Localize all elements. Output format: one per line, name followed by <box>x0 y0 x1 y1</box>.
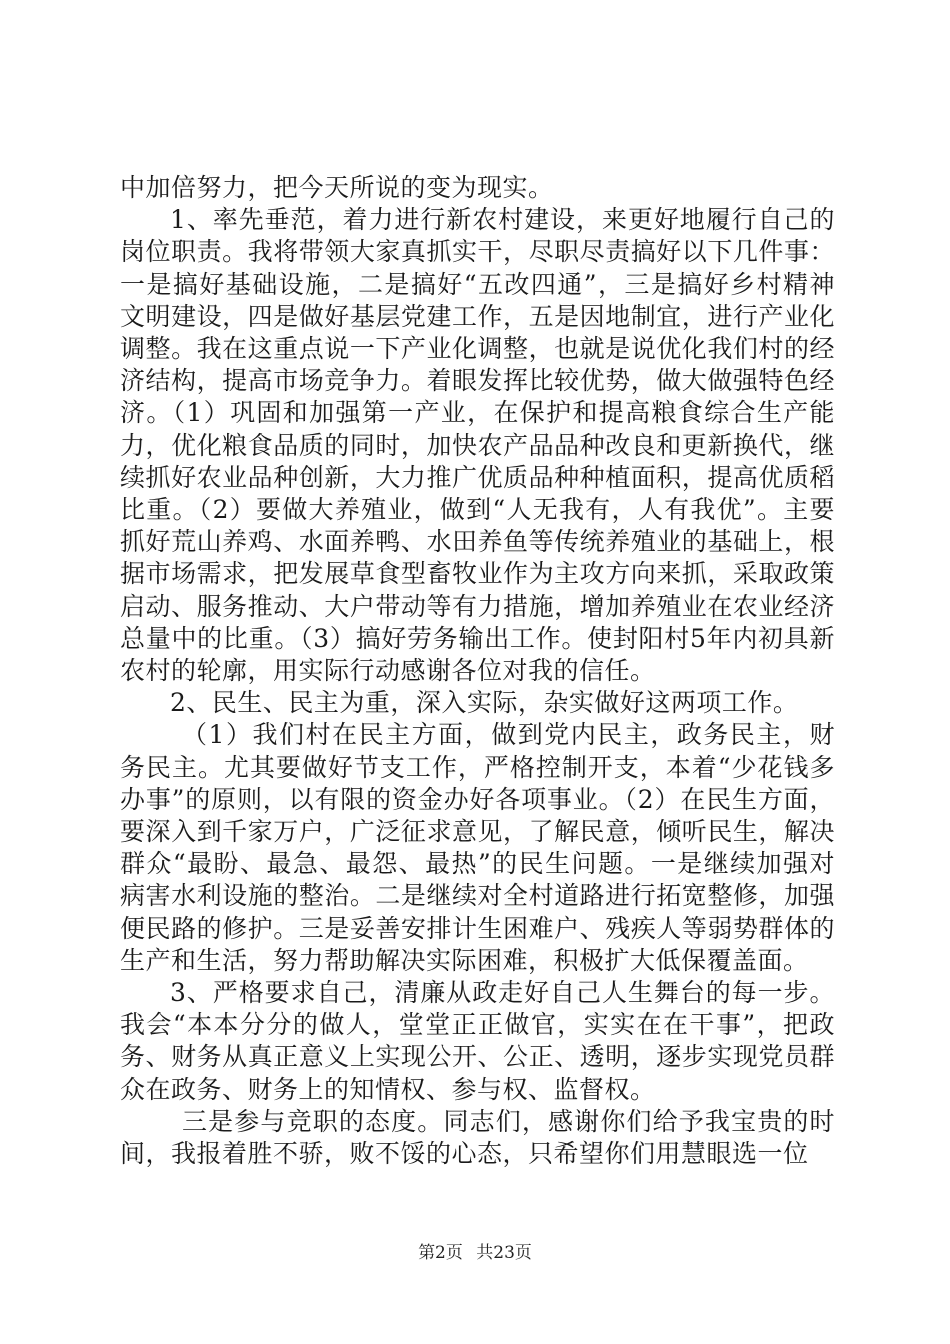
page-footer <box>0 1242 950 1264</box>
document-body <box>120 172 835 1170</box>
paragraph-item-2-detail: （1）我们村在民主方面，做到党内民主，政务民主，财务民主。尤其要做好节支工作，严格控制开支，本着“少花钱多办事”的原则，以有限的资金办好各项事业。（2）在民生方面，要深入到千家万户，广泛征求意见，了解民意，倾听民生，解决群众“最盼、最急、最怨、最热”的民生问题。一是继续加强对病害水利设施的整治。二是继续对全村道路进行拓宽整修，加强便民路的修护。三是妥善安排计生困难户、残疾人等弱势群体的生产和生活，努力帮助解决实际困难，积极扩大低保覆盖面。 <box>120 720 835 975</box>
paragraph-item-1: 1、率先垂范，着力进行新农村建设，来更好地履行自己的岗位职责。我将带领大家真抓实干，尽职尽责搞好以下几件事：一是搞好基础设施，二是搞好“五改四通”，三是搞好乡村精神文明建设，四是做好基层党建工作，五是因地制宜，进行产业化调整。我在这重点说一下产业化调整，也就是说优化我们村的经济结构，提高市场竞争力。着眼发挥比较优势，做大做强特色经济。（1）巩固和加强第一产业，在保护和提高粮食综合生产能力，优化粮食品质的同时，加快农产品品种改良和更新换代，继续抓好农业品种创新，大力推广优质品种种植面积，提高优质稻比重。（2）要做大养殖业，做到“人无我有，人有我优”。主要抓好荒山养鸡、水面养鸭、水田养鱼等传统养殖业的基础上，根据市场需求，把发展草食型畜牧业作为主攻方向来抓，采取政策启动、服务推动、大户带动等有力措施，增加养殖业在农业经济总量中的比重。（3）搞好劳务输出工作。使封阳村5年内初具新农村的轮廓，用实际行动感谢各位对我的信任。 <box>120 205 835 686</box>
page-number: 第2页 <box>418 1243 463 1263</box>
page-total: 共23页 <box>476 1243 532 1263</box>
paragraph-item-3: 3、严格要求自己，清廉从政走好自己人生舞台的每一步。我会“本本分分的做人，堂堂正正做官，实实在在干事”，把政务、财务从真正意义上实现公开、公正、透明，逐步实现党员群众在政务、财务上的知情权、参与权、监督权。 <box>120 978 835 1104</box>
paragraph-continuation: 中加倍努力，把今天所说的变为现实。 <box>120 173 554 202</box>
paragraph-attitude: 三是参与竞职的态度。同志们，感谢你们给予我宝贵的时间，我报着胜不骄，败不馁的心态，只希望你们用慧眼选一位 <box>120 1106 835 1169</box>
paragraph-item-2: 2、民生、民主为重，深入实际，杂实做好这两项工作。 <box>170 688 799 718</box>
